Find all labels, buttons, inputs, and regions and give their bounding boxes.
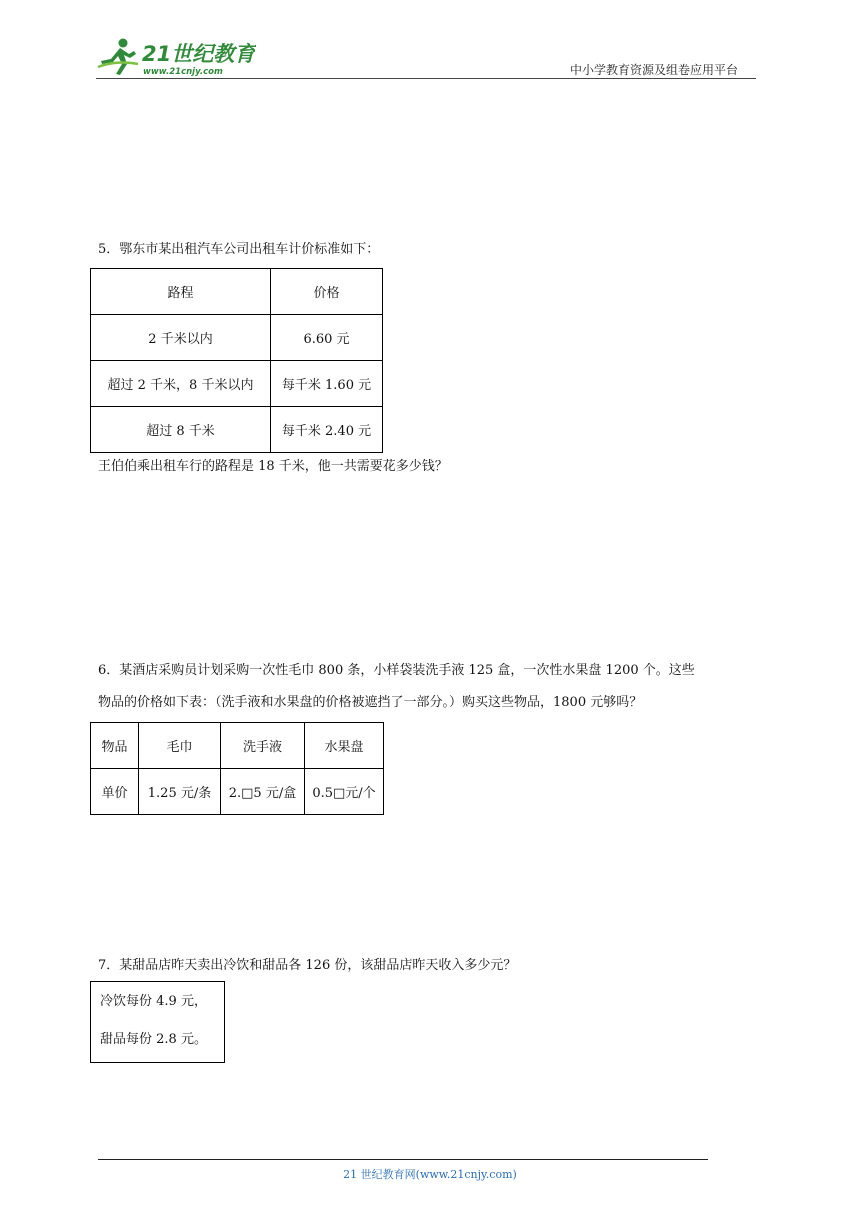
q7-box-line: 冷饮每份 4.9 元， (100, 994, 207, 1009)
platform-label: 中小学教育资源及组卷应用平台 (570, 63, 739, 77)
table-cell: 0.5□元/个 (305, 769, 384, 815)
table-cell: 超过 2 千米，8 千米以内 (91, 361, 271, 407)
table-row (91, 407, 383, 453)
q6-price-table (90, 722, 384, 815)
table-row (91, 723, 384, 769)
site-logo (96, 34, 256, 78)
q7-price-box (90, 981, 225, 1063)
q5-fare-table (90, 268, 383, 453)
header-divider (96, 78, 756, 79)
table-cell: 单价 (91, 769, 139, 815)
q5-prompt: 5．鄂东市某出租汽车公司出租车计价标准如下： (98, 242, 380, 257)
table-cell: 超过 8 千米 (91, 407, 271, 453)
q6-line-1: 6．某酒店采购员计划采购一次性毛巾 800 条，小样袋装洗手液 125 盒，一次性水果盘 1200 个。这些 (98, 663, 695, 678)
table-header-cell: 毛巾 (139, 723, 221, 769)
footer-text: 21 世纪教育网(www.21cnjy.com) (343, 1168, 517, 1181)
table-cell: 1.25 元/条 (139, 769, 221, 815)
table-cell: 2.□5 元/盒 (221, 769, 305, 815)
table-cell: 每千米 2.40 元 (271, 407, 383, 453)
q7-box-line: 甜品每份 2.8 元。 (100, 1032, 207, 1047)
q5-question: 王伯伯乘出租车行的路程是 18 千米，他一共需要花多少钱？ (98, 459, 448, 474)
table-header-cell: 价格 (271, 269, 383, 315)
table-cell: 2 千米以内 (91, 315, 271, 361)
runner-logo-icon (96, 34, 256, 78)
table-row (91, 769, 384, 815)
table-cell: 每千米 1.60 元 (271, 361, 383, 407)
footer-divider (98, 1159, 708, 1160)
table-cell: 6.60 元 (271, 315, 383, 361)
table-header-cell: 物品 (91, 723, 139, 769)
table-header-cell: 路程 (91, 269, 271, 315)
q6-line-2: 物品的价格如下表：（洗手液和水果盘的价格被遮挡了一部分。）购买这些物品，1800 元够吗？ (98, 695, 643, 710)
table-row (91, 269, 383, 315)
table-row (91, 315, 383, 361)
q7-prompt: 7．某甜品店昨天卖出冷饮和甜品各 126 份，该甜品店昨天收入多少元？ (98, 958, 517, 973)
logo-text: 21世纪教育 (142, 42, 256, 66)
table-header-cell: 洗手液 (221, 723, 305, 769)
table-header-cell: 水果盘 (305, 723, 384, 769)
table-row (91, 361, 383, 407)
logo-url-text: www.21cnjy.com (143, 67, 223, 77)
